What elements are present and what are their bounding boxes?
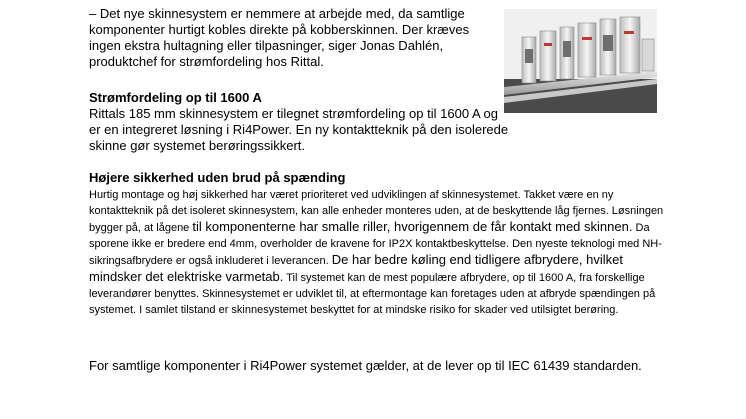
section-body-power-distribution: Rittals 185 mm skinnesystem er tilegnet strømfordeling op til 1600 A og er en integreret løsning i Ri4Power. En ny kontaktteknik på den isolerede skinne gør systemet berøringssikkert.: [89, 106, 509, 153]
intro-paragraph: – Det nye skinnesystem er nemmere at arbejde med, da samtlige komponenter hurtigt kobles direkte på kobberskinnen. Der kræves ingen ekstra hultagning eller tilpasninger, siger Jonas Dahlén, produktchef for strømfordeling hos Rittal.: [89, 6, 470, 69]
safety-text-part-2: til komponenterne har smalle riller, hvorigennem de får kontakt med skinnen.: [192, 219, 633, 234]
safety-text-part-3: Da sporene ikke er bredere end 4mm, overholder de kravene for IP2X kontaktbeskyttelse. Den nyeste teknologi med NH-sikringsafbrydere er også inkluderet i leverancen.: [89, 222, 662, 267]
section-body-safety: [89, 187, 679, 318]
safety-text-part-4: De har bedre køling end tidligere afbrydere, hvilket mindsker det elektriske varmetab.: [89, 252, 623, 284]
product-photo-drawing: [504, 9, 657, 113]
section-heading-power-distribution: Strømfordeling op til 1600 A: [89, 90, 262, 105]
safety-text-part-1: Hurtig montage og høj sikkerhed har været prioriteret ved udviklingen af skinnesystemet. Takket være en ny kontaktteknik på det isoleret skinnesystem, kan alle enheder monteres uden, at de beskyttende låg fjernes. Løsningen bygger på, at lågene: [89, 189, 664, 234]
safety-text-part-5: Til systemet kan de mest populære afbrydere, op til 1600 A, fra forskellige leverandører benyttes. Skinnesystemet er udviklet til, at eftermontage kan foretages uden at afbryde spændingen på systemet. I samlet tilstand er skinnesystemet beskyttet for at mindske risiko for skader ved utilsigtet berøring.: [89, 272, 656, 316]
busbar-system-product-photo-icon: [504, 9, 657, 113]
closing-paragraph: For samtlige komponenter i Ri4Power systemet gælder, at de lever op til IEC 61439 standarden.: [89, 358, 642, 373]
section-heading-safety: Højere sikkerhed uden brud på spænding: [89, 170, 346, 185]
